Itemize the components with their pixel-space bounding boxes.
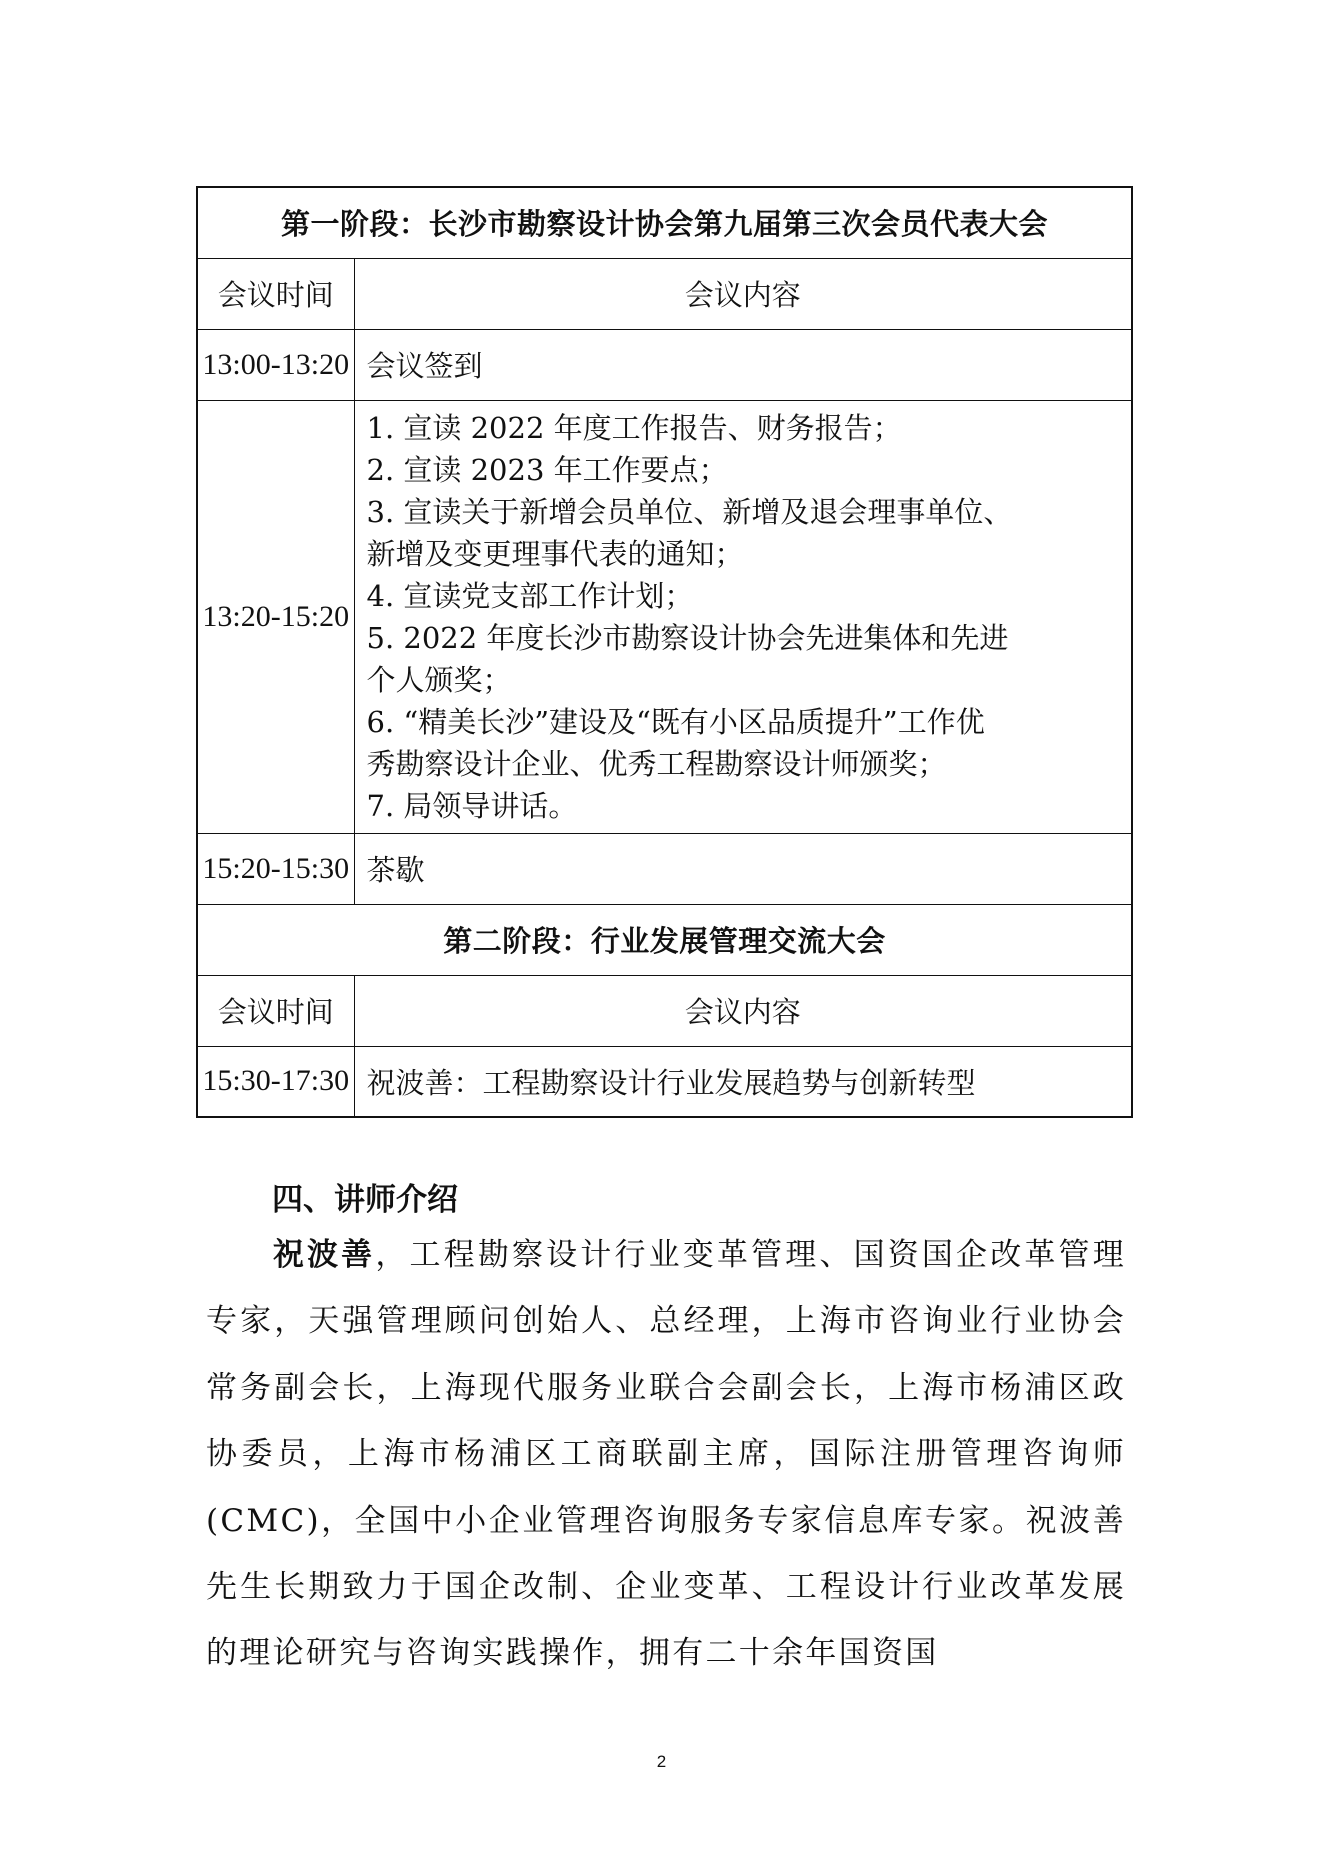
phase1-header-time: 会议时间 [197, 258, 354, 329]
speaker-bio-text: ，工程勘察设计行业变革管理、国资国企改革管理专家，天强管理顾问创始人、总经理，上海市咨询业行业协会常务副会长，上海现代服务业联合会副会长，上海市杨浦区政协委员，上海市杨浦区工商联副主席，国际注册管理咨询师(CMC)，全国中小企业管理咨询服务专家信息库专家。祝波善先生长期致力于国企改制、企业变革、工程设计行业改革发展的理论研究与咨询实践操作，拥有二十余年国资国 [206, 1237, 1126, 1672]
time-cell: 15:30-17:30 [197, 1046, 354, 1117]
agenda-item: 个人颁奖； [366, 662, 512, 697]
section-heading: 四、讲师介绍 [272, 1182, 458, 1218]
phase2-header-time: 会议时间 [197, 975, 354, 1046]
phase2-title: 第二阶段：行业发展管理交流大会 [197, 904, 1132, 975]
speaker-bio [206, 1222, 1126, 1687]
agenda-item: 1. 宣读 2022 年度工作报告、财务报告； [366, 410, 902, 445]
page-number: 2 [656, 1752, 667, 1771]
phase2-title-row [197, 904, 1132, 975]
agenda-item: 2. 宣读 2023 年工作要点； [366, 452, 728, 487]
phase1-title-row [197, 187, 1132, 258]
speaker-name: 祝波善 [272, 1237, 376, 1273]
content-cell: 祝波善：工程勘察设计行业发展趋势与创新转型 [354, 1046, 1132, 1117]
table-row [197, 329, 1132, 400]
time-cell: 13:00-13:20 [197, 329, 354, 400]
content-cell: 会议签到 [354, 329, 1132, 400]
phase2-header-content: 会议内容 [354, 975, 1132, 1046]
agenda-item: 秀勘察设计企业、优秀工程勘察设计师颁奖； [366, 746, 947, 781]
table-row [197, 1046, 1132, 1117]
content-cell: 茶歇 [354, 833, 1132, 904]
agenda-item: 7. 局领导讲话。 [366, 788, 578, 823]
agenda-item: 4. 宣读党支部工作计划； [366, 578, 694, 613]
agenda-item: 5. 2022 年度长沙市勘察设计协会先进集体和先进 [366, 620, 1009, 655]
agenda-item: 6. “精美长沙”建设及“既有小区品质提升”工作优 [366, 704, 985, 739]
phase1-title: 第一阶段：长沙市勘察设计协会第九届第三次会员代表大会 [197, 187, 1132, 258]
phase1-header-row [197, 258, 1132, 329]
agenda-items-cell [354, 400, 1132, 833]
agenda-item: 3. 宣读关于新增会员单位、新增及退会理事单位、 [366, 494, 1013, 529]
agenda-item: 新增及变更理事代表的通知； [366, 536, 744, 571]
meeting-schedule-table [196, 186, 1133, 1118]
table-row [197, 400, 1132, 833]
phase2-header-row [197, 975, 1132, 1046]
phase1-header-content: 会议内容 [354, 258, 1132, 329]
time-cell: 13:20-15:20 [197, 400, 354, 833]
time-cell: 15:20-15:30 [197, 833, 354, 904]
table-row [197, 833, 1132, 904]
